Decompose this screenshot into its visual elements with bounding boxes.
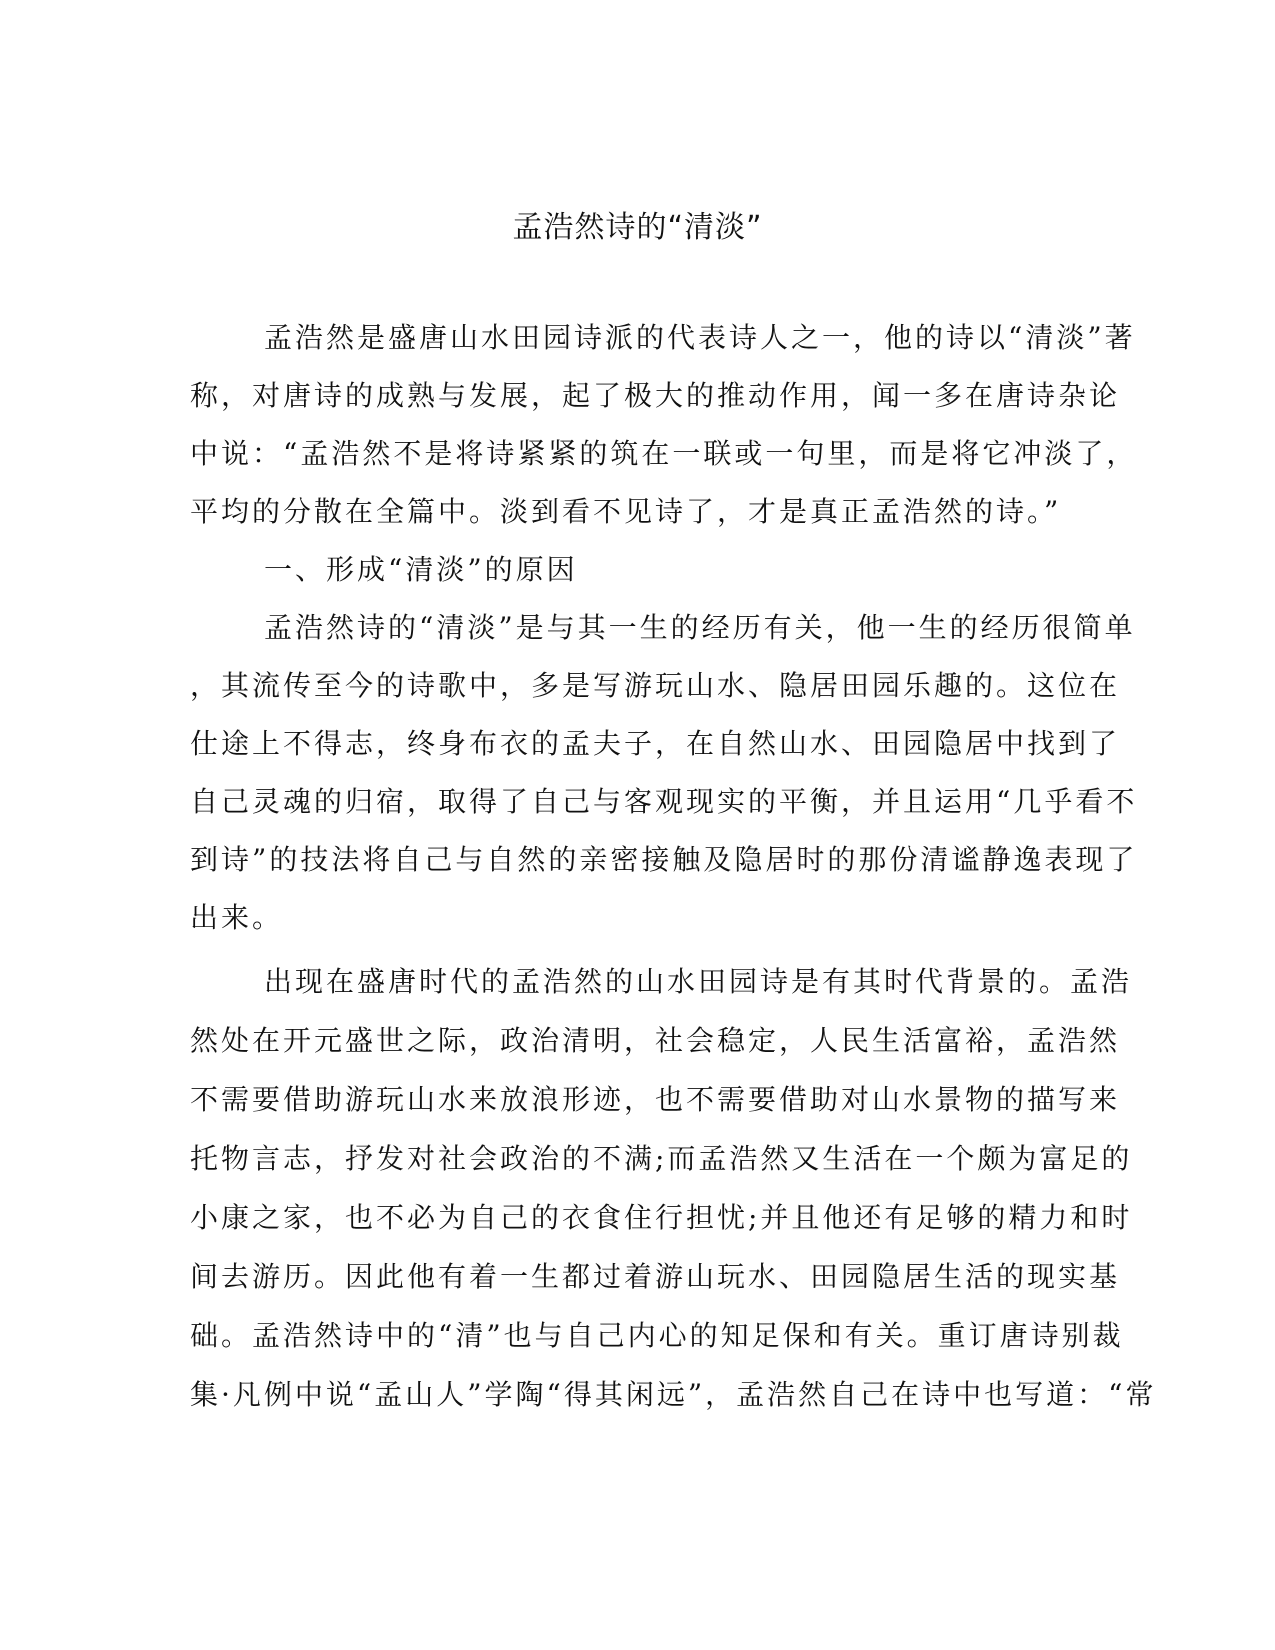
paragraph-3-line-2: 然处在开元盛世之际，政治清明，社会稳定，人民生活富裕，孟浩然 (190, 1024, 1121, 1057)
paragraph-3-line-8: 集·凡例中说“孟山人”学陶“得其闲远”，孟浩然自己在诗中也写道：“常 (190, 1378, 1157, 1411)
paragraph-1-line-2: 称，对唐诗的成熟与发展，起了极大的推动作用，闻一多在唐诗杂论 (190, 379, 1121, 412)
paragraph-2-line-1: 孟浩然诗的“清淡”是与其一生的经历有关，他一生的经历很简单 (264, 611, 1136, 644)
document-title: 孟浩然诗的“清淡” (512, 210, 763, 245)
paragraph-3-line-3: 不需要借助游玩山水来放浪形迹，也不需要借助对山水景物的描写来 (190, 1083, 1121, 1116)
paragraph-2-line-3: 仕途上不得志，终身布衣的孟夫子，在自然山水、田园隐居中找到了 (190, 727, 1121, 760)
paragraph-2-line-4: 自己灵魂的归宿，取得了自己与客观现实的平衡，并且运用“几乎看不 (190, 785, 1138, 818)
paragraph-2-line-5: 到诗”的技法将自己与自然的亲密接触及隐居时的那份清谧静逸表现了 (190, 843, 1138, 876)
paragraph-1-line-1: 孟浩然是盛唐山水田园诗派的代表诗人之一，他的诗以“清淡”著 (264, 321, 1136, 354)
paragraph-3-line-4: 托物言志，抒发对社会政治的不满;而孟浩然又生活在一个颇为富足的 (190, 1142, 1133, 1175)
paragraph-1-line-4: 平均的分散在全篇中。淡到看不见诗了，才是真正孟浩然的诗。” (190, 495, 1062, 528)
paragraph-1-line-3: 中说：“孟浩然不是将诗紧紧的筑在一联或一句里，而是将它冲淡了， (190, 437, 1138, 470)
paragraph-2-line-6: 出来。 (190, 901, 284, 934)
section-heading: 一、形成“清淡”的原因 (264, 553, 578, 586)
paragraph-3-line-7: 础。孟浩然诗中的“清”也与自己内心的知足保和有关。重订唐诗别裁 (190, 1319, 1124, 1352)
paragraph-3-line-6: 间去游历。因此他有着一生都过着游山玩水、田园隐居生活的现实基 (190, 1260, 1121, 1293)
paragraph-3-line-1: 出现在盛唐时代的孟浩然的山水田园诗是有其时代背景的。孟浩 (264, 965, 1133, 998)
paragraph-2-line-2: ，其流传至今的诗歌中，多是写游玩山水、隐居田园乐趣的。这位在 (190, 669, 1121, 702)
paragraph-3-line-5: 小康之家，也不必为自己的衣食住行担忧;并且他还有足够的精力和时 (190, 1201, 1133, 1234)
